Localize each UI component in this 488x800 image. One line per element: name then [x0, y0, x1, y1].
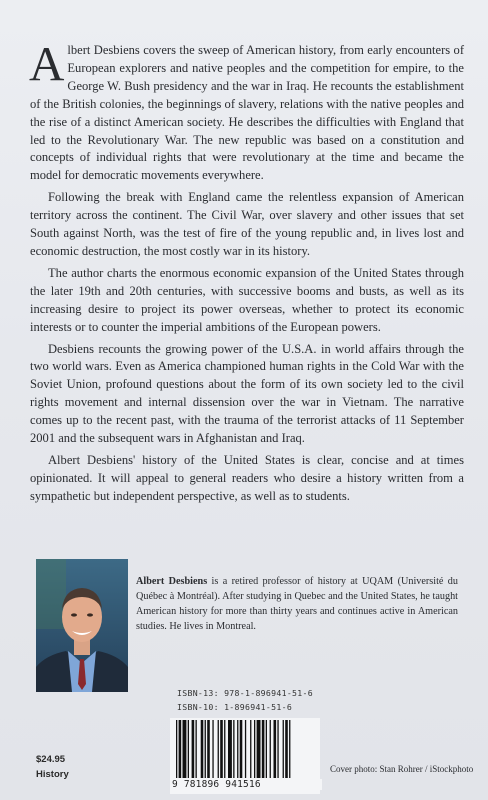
isbn-13: ISBN-13: 978-1-896941-51-6 — [177, 688, 313, 698]
isbn-10: ISBN-10: 1-896941-51-6 — [177, 702, 293, 712]
price: $24.95 — [36, 754, 66, 765]
price-block — [36, 752, 69, 782]
blurb-paragraph-2: Following the break with England came the relentless expansion of American territory across the continent. The Civil War, over slavery and other issues that set South against North, was the test of fire of the young republic and, in lives lost and economic destruction, the most costly war in its history. — [30, 190, 464, 258]
barcode-number: 9 781896 941516 — [172, 779, 322, 790]
blurb-paragraph-4: Desbiens recounts the growing power of the U.S.A. in world affairs through the two world wars. Even as America championed human rights in the Cold War with the Soviet Union, profound questions about the form of its own society led to the civil rights movement and internal dissension over the war in Vietnam. The narrative comes up to the recent past, with the trauma of the terrorist attacks of 11 September 2001 and the subsequent wars in Afghanistan and Iraq. — [30, 341, 464, 446]
blurb-paragraph-1-text: lbert Desbiens covers the sweep of American history, from early encounters of European explorers and native peoples and the competition for empire, to the George W. Bush presidency and the war in Iraq. He recounts the establishment of the British colonies, the beginnings of slavery, relations with the native peoples and the rise of a distinct American society. He describes the difficulties with England that led to the Revolutionary War. The new republic was based on a constitution and concepts of individual rights that were revolutionary at the time and became the model for democratic movements everywhere. — [30, 43, 464, 183]
blurb — [29, 36, 464, 510]
blurb-paragraph-1 — [29, 36, 464, 185]
photo-credit: Cover photo: Stan Rohrer / iStockphoto — [330, 764, 474, 774]
drop-cap: A — [29, 36, 65, 91]
blurb-paragraph-3: The author charts the enormous economic expansion of the United States through the later 19th and 20th centuries, with successive booms and busts, as well as its increasing desire to project its power overseas, whether to protect its economic interests or to counter the imperial ambitions of the European powers. — [30, 265, 464, 334]
blurb-paragraph-5: Albert Desbiens' history of the United States is clear, concise and at times opinionated. It will appeal to general readers who desire a history written from a sympathetic but independent perspective, as well as to students. — [30, 452, 464, 503]
category: History — [36, 769, 69, 780]
author-bio-text: is a retired professor of history at UQAM (Université du Québec à Montréal). After studying in Quebec and the United States, he taught American history for more than thirty years and continues active in American studies. He lives in Montreal. — [136, 576, 458, 632]
author-bio — [136, 575, 458, 635]
author-photo — [36, 559, 128, 692]
barcode-bars — [170, 718, 320, 780]
author-name: Albert Desbiens — [136, 576, 208, 587]
